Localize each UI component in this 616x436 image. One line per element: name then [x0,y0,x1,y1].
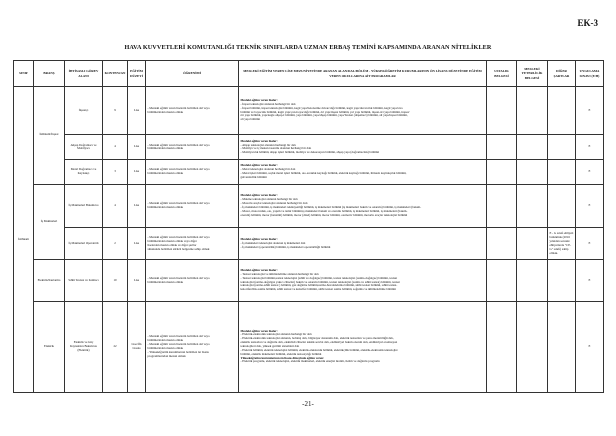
meslek-line: - İnşaat teknolojisi alanının herhangi bir dalı [240,101,296,106]
ogrenim-line: - Mesleki eğitim veren liselerin belirtilen dal veya [147,167,210,172]
meslek-line: teknolojisi (ısıtma-sıhhi tesisat ) bölümü, gaz değirme bölümü,ısıtma-havalandırma bölümü, sıhhi tesisat bölümü, sıhhi tesisat- [240,283,398,288]
meslek-cell [239,135,487,160]
meslek-line: bölümü ve boyacılık bölümü, kagir yapı/çatı-boyacılığı bölümü, ört yapı/inşaat bölümü, yol yapı bölümü, inşaat-ört yapı bölümü, inşaat/ [240,109,410,114]
diger-cell [548,135,576,160]
diger-cell [548,260,576,302]
meslek-line: teknolojileri dalı, yüksek gerilim sistemleri dalı [240,344,300,349]
meslek-title: Mesleki eğitim veren liseler: [240,237,278,242]
ustalik-cell [487,160,517,184]
egitim-cell: Lise [128,87,146,135]
brans-cell: Elektrik/Kurtarma [34,260,65,302]
ogrenim-line: - Mesleki eğitim veren liselerin belirtilen dal veya [147,342,210,347]
kontenjan-cell: 4 [103,184,128,228]
ogrenim-line: bölümlerinden mezun olmak [147,345,184,350]
ogrenim-line: bölümlerinden mezun olmak veya diğer [147,238,197,243]
meslek-cell [239,260,487,302]
ogrenim-cell [146,135,239,160]
qualifications-table [13,60,604,393]
kontenjan-cell: 10 [103,260,128,302]
table-row [14,160,604,184]
meslek-line: - Elektrik-elektronik teknolojisi alanının herhangi bir dalı [240,332,312,337]
meslek-line: galvanizcilik bölümü [240,174,267,179]
ustalik-cell [487,260,517,302]
header-row [14,61,604,87]
meslek-title: Mesleki eğitim veren liseler: [240,193,278,198]
uygulama-cell: E [576,184,604,228]
meslek-line: bölümü, elektrik makineleri bölümü, elektrik tesisatçılığı bölümü [240,351,322,356]
meslek-cell [239,301,487,392]
meslek-line: - Metal işleri bölümü, saçlık metal işleri bölümü, oto-sıcaklık kaynağı bölümü, elektrik kaynağı bölümü, ihtisaslı kaynakçılık bölümü, [240,171,407,176]
table-body [14,87,604,393]
ogrenim-line: - Mesleki eğitim veren liselerin belirtilen dal veya [147,235,210,240]
meslek-line: elektrik tesisatları ve dağıtımı dalı, elektrikli cihazlar teknik servisi dalı, endüstriyel bakım onarım dalı, endüstriyel otomasyon [240,340,398,345]
ogrenim-line: - Mesleki eğitim veren liselerin belirtilen dal veya [147,334,210,339]
ihtisas-cell: İş Makineleri Operatörü [65,228,103,260]
yeterlilik-cell [517,228,548,260]
ogrenim-line: - Mesleki eğitim veren liselerin belirtilen dal veya [147,275,210,280]
table-row [14,228,604,260]
meslek-cell [239,87,487,135]
table-row [14,184,604,228]
ogrenim-line: - Mesleki eğitim veren liselerin belirtilen dal veya [147,142,210,147]
header-yeterlilik: MESLEKİ YETERLİLİK BELGESİ [517,61,548,87]
egitim-cell: Lise [128,160,146,184]
meslek-line: - İnşaat bölümü, inşaat teknolojisi bölümü, kagir yapı/betonarme duvarcılığı bölümü, kagir yapı/duvarcılık bölümü, kagir yapı/sıva [240,105,403,110]
kontenjan-cell: 9 [103,87,128,135]
yeterlilik-cell [517,184,548,228]
brans-cell: Elektrik [34,301,65,392]
ogrenim-line: bölümlerinden mezun olmak [147,146,184,151]
table-row [14,135,604,160]
ogrenim-line: bölümlerinden mezun olmak [147,338,184,343]
uygulama-cell: E [576,135,604,160]
kontenjan-cell: 2 [103,228,128,260]
annex-label: EK-3 [577,18,598,28]
meslek-line: ört yapı bölümü, yapı/kagir-ahşap-I bölümü, yapı bölümü, yapı/ahşap bölümü, yapı/Tesisat (döşemeci) bölümü, alt yapı/inşaat bölümü, [240,113,408,118]
yeterlilik-cell [517,160,548,184]
ogrenim-line: bölümlerinden mezun olmak [147,171,184,176]
ogrenim-line: - Mesleki eğitim veren liselerin belirtilen dal veya [147,201,210,206]
ogrenim-line: - Yükseköğretim kurumlarının belirtilen ön lisans [147,349,209,354]
header-kontenjan: KONTENJAN [103,61,128,87]
egitim-cell: Lise [128,135,146,160]
meslek-line: Yükseköğretim kurumlarının ön lisans düzeyinde eğitim veren: [240,355,325,360]
uygulama-cell: E [576,160,604,184]
meslek-line: - Motor, motorculuk, oto, yapım ve tamir bölümü,iş makineleri bakım ve onarımı bölümü, iş makineleri bölümü, iş makineleri (bakım- [240,208,408,213]
ogrenim-cell [146,160,239,184]
meslek-line: - İş makineleri (operatörlük) bölümü, iş makineleri operatörlüğü bölümü [240,244,331,249]
meslek-line: onarım) bölümü, motor (benzinli) bölümü, motor (dizel) bölümü, motor bölümü, otomotiv bölümü, motorlu araçlar teknolojisi bölümü [240,212,408,217]
header-uygulama: UYGULAMA SINAVI (E/H) [576,61,604,87]
ogrenim-cell [146,301,239,392]
page-number: -21- [302,400,314,408]
ihtisas-cell: Elektrik ve Güç Kaynakları Bakımcısı (Elektrik) [65,301,103,392]
meslek-title: Mesleki eğitim veren liseler: [240,268,278,272]
meslek-title: Mesleki eğitim veren liseler: [240,163,278,168]
ogrenim-line: bölümlerinden mezun olmak [147,205,184,210]
meslek-line: - Makine teknolojisi alanının herhangi bir dalı [240,197,298,202]
meslek-line: - Metal teknolojisi alanının herhangi bir dalı [240,167,296,172]
header-ihtisas: İHTİSASLI GÖREV ALANI [65,61,103,87]
ogrenim-line: - Mesleki eğitim veren liselerin belirtilen dal veya [147,105,210,110]
ustalik-cell [487,301,517,392]
ogrenim-cell [146,260,239,302]
header-meslek: MESLEKİ EĞİTİM VEREN LİSE MEZUNİYETİNDE ARANAN ALAN/DAL/BÖLÜM - YÜKSEKÖĞRETİM KURUMLARININ ÖN LİSANS DÜZEYİNDE EĞİTİM VEREN OKULLARINA AİT PROGRAMLAR [239,61,487,87]
meslek-line: - Elektrik programı, elektrik teknolojisi, elektrik makineleri, elektrik enerjisi üretim, iletim ve dağıtımı programı [240,359,380,364]
ustalik-cell [487,228,517,260]
ogrenim-cell [146,228,239,260]
ogrenim-line: liselerden mezun olmak ve diğer şartlar [147,242,197,247]
ogrenim-line: bölümlerinden mezun olmak [147,279,184,284]
meslek-title: Mesleki eğitim veren liseler: [240,138,278,143]
header-diger: DİĞER ŞARTLAR [548,61,576,87]
table-row [14,301,604,392]
ustalik-cell [487,135,517,160]
egitim-cell: Lise [128,260,146,302]
diger-cell [548,87,576,135]
kontenjan-cell: 3 [103,160,128,184]
ihtisas-cell: İnşaatçı [65,87,103,135]
diger-cell [548,184,576,228]
meslek-cell [239,184,487,228]
uygulama-cell: E [576,301,604,392]
ihtisas-cell: İş Makineleri Bakımcısı [65,184,103,228]
meslek-title: Mesleki eğitim veren liseler: [240,328,278,333]
table-row [14,87,604,135]
header-egitim: EĞİTİM DÜZEYİ [128,61,146,87]
egitim-cell: Lise [128,228,146,260]
meslek-line: - İş makineleri bölümü, iş makineleri teknisyenliği bölümü, iş makineleri bölümü (iş makineleri bakım ve onarımı) bölümü, iş makineleri (bakım- [240,205,422,210]
ogrenim-line: programlarından mezun olmak [147,353,186,358]
diger-cell: E - G sınıfı ehliyeti bulunmak (2016 yılından sonraki ehliyetlerde "CE-G" sınıfı) sahip olmak. [548,228,576,260]
meslek-line: - Motorlu araçlar teknolojisi alanının herhangi bir dalı [240,201,308,206]
kontenjan-cell: 4 [103,135,128,160]
meslek-cell [239,228,487,260]
yeterlilik-cell [517,87,548,135]
meslek-line: - Mobilya ve iç mekan tasarımı alanının herhangi bir dalı [240,146,312,151]
ihtisas-cell: Metal Doğramacı ve Kaynakçı [65,160,103,184]
uygulama-cell: E [576,260,604,302]
brans-cell: İstihkam/İnşaat [34,87,65,185]
ogrenim-line: bölümlerinden mezun olmak [147,109,184,114]
diger-cell [548,160,576,184]
header-ustalik: USTALIK BELGESİ [487,61,517,87]
meslek-line: kalorifercilik-ısıtma bölümü, sıhhi tesisat ve kalorifer bölümü, sıhhi tesisat ısıtma bölümü, soğutma ve iklimlendirme bölümü [240,287,396,292]
kontenjan-cell: 22 [103,301,128,392]
yeterlilik-cell [517,135,548,160]
ustalik-cell [487,184,517,228]
document-title: HAVA KUVVETLERİ KOMUTANLIĞI TEKNİK SINIFLARDA UZMAN ERBAŞ TEMİNİ KAPSAMINDA ARANAN NİTELİKLER [124,44,492,51]
meslek-line: - Ahşap teknolojisi alanının herhangi bir dalı [240,142,296,147]
ogrenim-line: sütununda belirtilen sürücü belgesine sahip olmak [147,246,210,251]
brans-cell: İş Makineleri [34,184,65,260]
meslek-line: alt yapı bölümü [240,117,260,122]
uygulama-cell: E [576,87,604,135]
meslek-line: - Elektrik bölümü, elektrik teknolojisi bölümü, elektrik-elektronik bölümü, elektrikçilik bölümü, elektrik-elektronik teknolojisi [240,347,398,352]
egitim-cell: Lise/Ön Lisans [128,301,146,392]
ogrenim-cell [146,184,239,228]
yeterlilik-cell [517,301,548,392]
table-row [14,260,604,302]
meslek-cell [239,160,487,184]
yeterlilik-cell [517,260,548,302]
meslek-title: Mesleki eğitim veren liseler: [240,98,278,103]
meslek-line: - Tesisat teknolojisi ve iklimlendirme alanının herhangi bir dalı [240,271,319,276]
egitim-cell: Lise [128,184,146,228]
sinif-cell: İstihkam [14,87,34,393]
meslek-line: teknolojisi (ısıtma-doğalgaz yakıcı cihazlar) bakım ve onarımı bölümü, tesisat teknolojisi (ısıtma ve sıhhi tesisat) bölümü, tesisat [240,279,400,284]
meslek-line: - Mobilyacılık bölümü, ahşap işleri bölümü, mobilya ve dekorasyon bölümü, ahşap yapı (doğramacılık) bölümü [240,150,380,155]
ustalik-cell [487,87,517,135]
uygulama-cell: E [576,228,604,260]
diger-cell [548,301,576,392]
meslek-line: - Tesisat teknolojisi bölümü,tesisat teknolojisi (sıhhi ve doğalgaz) bölümü, tesisat teknolojisi (ısıtma-doğalgaz) bölümü, tesisat [240,275,398,280]
meslek-line: - Elektrik-elektronik teknolojisi alanının, bobinaj dalı, bilgisayar donanımı dalı, elektrik tesisatları ve pano montörlüğü dalı, [240,336,394,341]
ogrenim-cell [146,87,239,135]
meslek-line: - İş makineleri teknolojisi alanının iş makineleri dalı [240,240,306,245]
ihtisas-cell: Sıhhi Tesisat ve Isıtmacı [65,260,103,302]
header-sinif: SINIF [14,61,34,87]
header-brans: BRANŞ [34,61,65,87]
header-ogrenim: ÖĞRENİMİ [146,61,239,87]
ihtisas-cell: Ahşap Doğramacı ve Mobilyacı [65,135,103,160]
